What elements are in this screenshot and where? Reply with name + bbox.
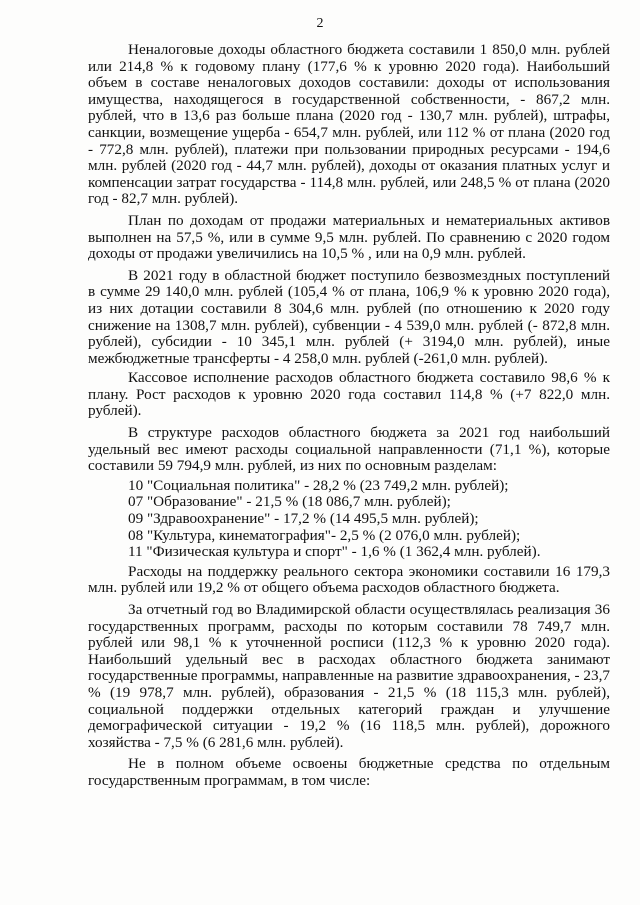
paragraph-real-sector: Расходы на поддержку реального сектора экономики составили 16 179,3 млн. рублей или 19,2 % от общего объема расходов областного бюджета.	[88, 562, 610, 597]
paragraph-gratuitous-receipts: В 2021 году в областной бюджет поступило безвозмездных поступлений в сумме 29 140,0 млн. рублей (105,4 % от плана, 106,9 % к уровню 2020 года), из них дотации составили 8 304,6 млн. рублей (по отношению к 2020 году снижение на 1308,7 млн. рублей), субвенции - 4 539,0 млн. рублей (- 872,8 млн. рублей), субсидии - 10 345,1 млн. рублей (+ 3194,0 млн. рублей), иные межбюджетные трансферты - 4 258,0 млн. рублей (-261,0 млн. рублей).	[88, 266, 610, 367]
paragraph-state-programs: За отчетный год во Владимирской области осуществлялась реализация 36 государственных программ, расходы по которым составили 78 749,7 млн. рублей или 98,1 % к уточненной росписи (112,3 % к уровню 2020 года). Наибольший удельный вес в расходах областного бюджета занимают государственные программы, направленные на развитие здравоохранения, - 23,7 % (19 978,7 млн. рублей), образования - 21,5 % (18 115,3 млн. рублей), социальной поддержки отдельных категорий граждан и улучшение демографической ситуации - 19,2 % (16 118,5 млн. рублей), дорожного хозяйства - 7,5 % (6 281,6 млн. рублей).	[88, 601, 610, 751]
list-item: 10 "Социальная политика" - 28,2 % (23 749,2 млн. рублей);	[128, 476, 509, 494]
list-item: 09 "Здравоохранение" - 17,2 % (14 495,5 млн. рублей);	[128, 510, 479, 528]
paragraph-non-tax-revenue: Неналоговые доходы областного бюджета составили 1 850,0 млн. рублей или 214,8 % к годовому плану (177,6 % к уровню 2020 года). Наибольший объем в составе неналоговых доходов составили: доходы от использования имущества, находящегося в государственной собственности, - 867,2 млн. рублей, что в 13,6 раз больше плана (2020 год - 130,7 млн. рублей), штрафы, санкции, возмещение ущерба - 654,7 млн. рублей, или 112 % от плана (2020 год - 772,8 млн. рублей), платежи при пользовании природных ресурсами - 194,6 млн. рублей (2020 год - 44,7 млн. рублей), доходы от оказания платных услуг и компенсации затрат государства - 114,8 млн. рублей, или 248,5 % от плана (2020 год - 82,7 млн. рублей).	[88, 41, 610, 208]
paragraph-underspent-programs: Не в полном объеме освоены бюджетные средства по отдельным государственным программам, в том числе:	[88, 755, 610, 789]
list-item: 08 "Культура, кинематография"- 2,5 % (2 076,0 млн. рублей);	[128, 526, 521, 544]
paragraph-asset-sales: План по доходам от продажи материальных и нематериальных активов выполнен на 57,5 %, или в сумме 9,5 млн. рублей. По сравнению с 2020 годом доходы от продажи увеличились на 10,5 % , или на 0,9 млн. рублей.	[88, 211, 610, 263]
document-body	[88, 42, 610, 795]
expense-sections-list	[88, 478, 610, 561]
list-item: 11 "Физическая культура и спорт" - 1,6 % (1 362,4 млн. рублей).	[128, 543, 541, 561]
paragraph-expense-structure: В структуре расходов областного бюджета за 2021 год наибольший удельный вес имеют расходы социальной направленности (71,1 %), которые составили 59 794,9 млн. рублей, из них по основным разделам:	[88, 424, 610, 475]
list-item: 07 "Образование" - 21,5 % (18 086,7 млн. рублей);	[128, 493, 451, 511]
paragraph-cash-execution: Кассовое исполнение расходов областного бюджета составило 98,6 % к плану. Рост расходов к уровню 2020 года составил 114,8 % (+7 822,0 млн. рублей).	[88, 369, 610, 420]
page-number: 2	[316, 16, 324, 31]
